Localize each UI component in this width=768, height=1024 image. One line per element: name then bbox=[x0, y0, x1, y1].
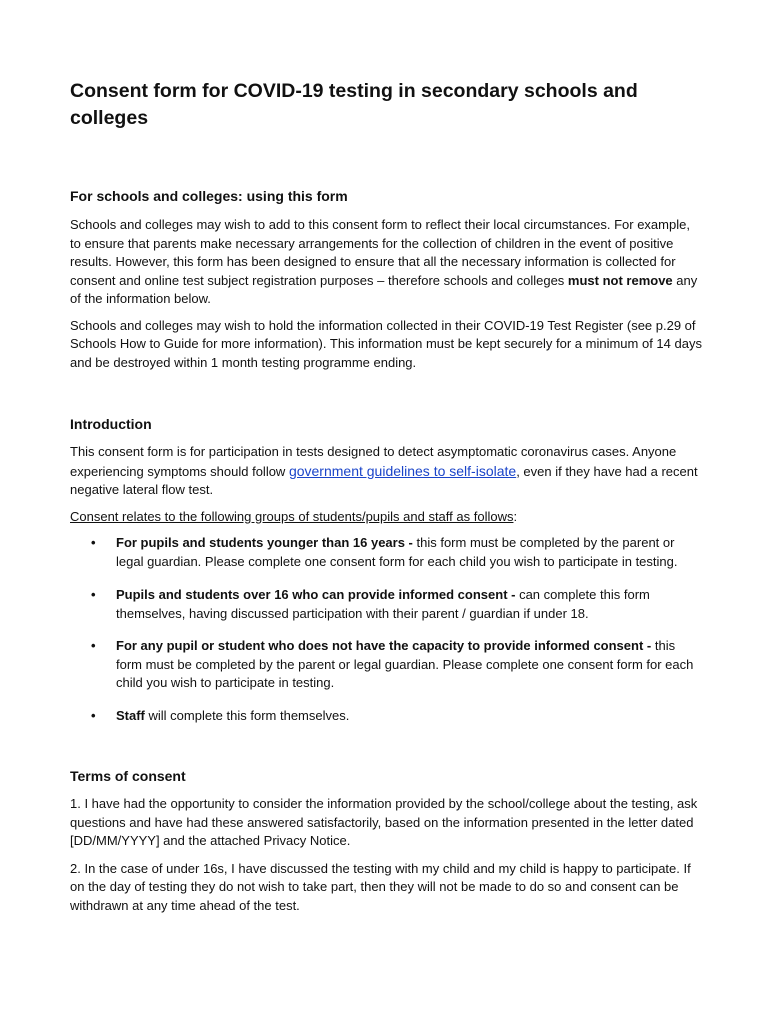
using-form-p1-end: any of the information below. bbox=[70, 272, 698, 306]
list-item bbox=[70, 707, 702, 726]
section-heading-using-form: For schools and colleges: using this form bbox=[70, 188, 348, 204]
group-title: Pupils and students over 16 who can provide informed consent - bbox=[116, 587, 516, 602]
list-item bbox=[70, 586, 702, 623]
group-title: Staff bbox=[116, 707, 145, 723]
terms-item: 1. I have had the opportunity to consider the information provided by the school/college about the testing, ask questions and have had these answered satisfactorily, based on the information presented in the letter dated [DD/MM/YYYY] and the attached Privacy Notice. bbox=[70, 796, 698, 848]
self-isolate-guidelines-link[interactable]: government guidelines to self-isolate bbox=[288, 462, 517, 479]
page-title: Consent form for COVID-19 testing in secondary schools and colleges bbox=[70, 80, 638, 129]
document-content bbox=[70, 78, 702, 915]
using-form-p1-text: Schools and colleges may wish to add to this consent form to reflect their local circumstances. For example, to ensure that parents make necessary arrangements for the collection of children in the event of positive results. However, this form has been designed to ensure that all the necessary information is collected for consent and online test subject registration purposes – therefore schools and colleges bbox=[70, 217, 690, 288]
group-description: will complete this form themselves. bbox=[144, 707, 350, 723]
group-description: can complete this form themselves, having discussed participation with their parent / guardian if under 18. bbox=[116, 587, 650, 621]
section-heading-introduction: Introduction bbox=[70, 416, 152, 432]
consent-groups-list bbox=[70, 534, 702, 725]
introduction-text-end: , even if they have had a recent negative lateral flow test. bbox=[70, 463, 698, 497]
consent-groups-lead-colon: : bbox=[513, 508, 518, 524]
consent-groups-lead-text: Consent relates to the following groups of students/pupils and staff as follows bbox=[70, 508, 514, 524]
using-form-paragraph-1 bbox=[70, 216, 702, 309]
group-title: For pupils and students younger than 16 years - bbox=[116, 535, 413, 550]
using-form-paragraph-2: Schools and colleges may wish to hold the information collected in their COVID-19 Test Register (see p.29 of Schools How to Guide for more information). This information must be kept securely for a minimum of 14 days and be destroyed within 1 month testing programme ending. bbox=[70, 317, 702, 370]
list-item bbox=[70, 637, 702, 693]
group-description: this form must be completed by the parent or legal guardian. Please complete one consent form for each child you wish to participate in testing. bbox=[116, 638, 694, 690]
group-description: this form must be completed by the parent or legal guardian. Please complete one consent form for each child you wish to participate in testing. bbox=[116, 535, 678, 569]
using-form-p1-bold: must not remove bbox=[567, 272, 673, 288]
bullet-icon: • bbox=[91, 638, 96, 653]
consent-groups-lead bbox=[70, 508, 702, 527]
bullet-icon: • bbox=[91, 535, 96, 550]
introduction-text-start: This consent form is for participation in tests designed to detect asymptomatic coronavirus cases. Anyone experiencing symptoms should follow bbox=[70, 444, 677, 479]
terms-item: 2. In the case of under 16s, I have discussed the testing with my child and my child is happy to participate. If on the day of testing they do not wish to take part, then they will not be made to do so and consent can be withdrawn at any time ahead of the test. bbox=[70, 860, 691, 913]
bullet-icon: • bbox=[91, 587, 96, 602]
introduction-paragraph bbox=[70, 443, 702, 500]
group-title: For any pupil or student who does not have the capacity to provide informed consent - bbox=[116, 638, 652, 653]
section-heading-terms-of-consent: Terms of consent bbox=[70, 768, 186, 784]
list-item bbox=[70, 534, 702, 571]
bullet-icon: • bbox=[91, 707, 96, 723]
